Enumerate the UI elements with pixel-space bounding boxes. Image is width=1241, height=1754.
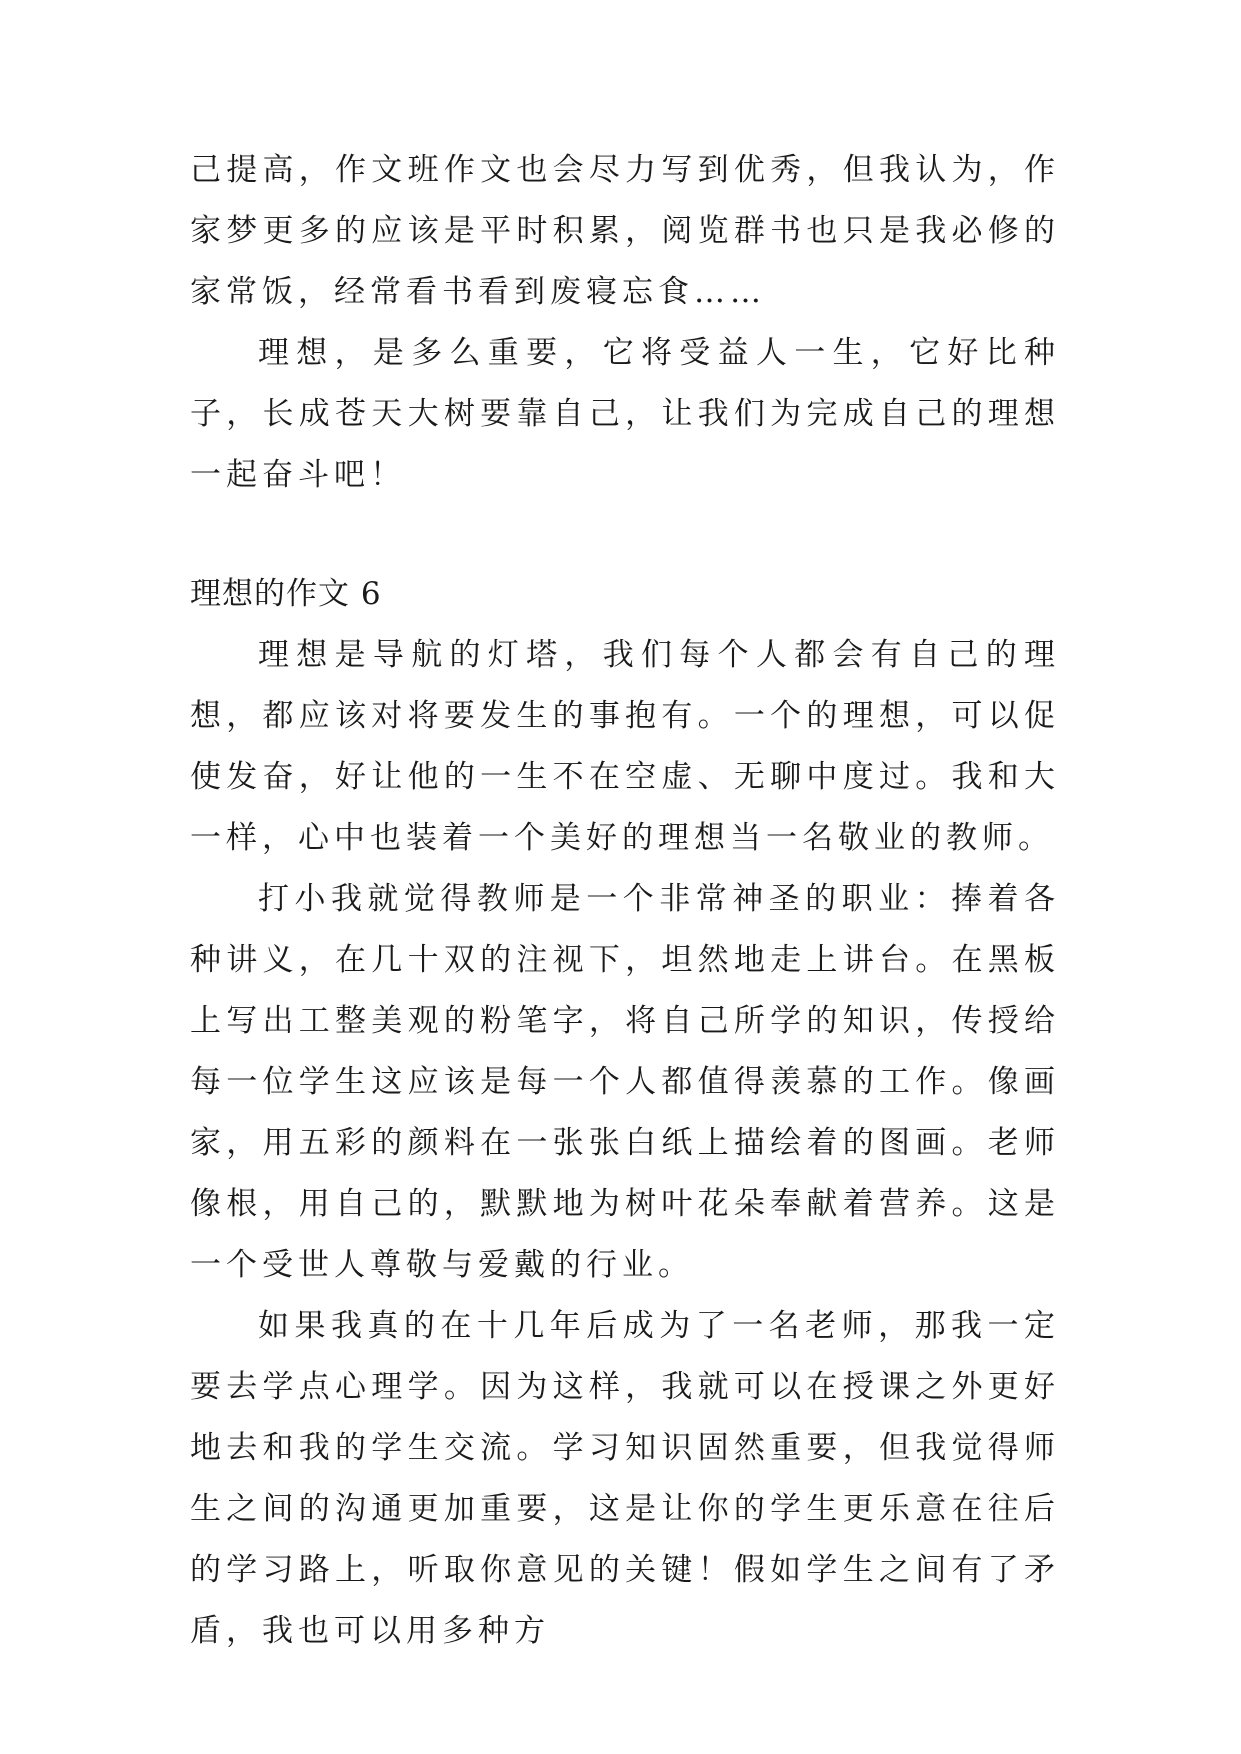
body-paragraph: 打小我就觉得教师是一个非常神圣的职业：捧着各种讲义，在几十双的注视下，坦然地走上讲台。在黑板上写出工整美观的粉笔字，将自己所学的知识，传授给每一位学生这应该是每一个人都值得羡慕的工作。像画家，用五彩的颜料在一张张白纸上描绘着的图画。老师像根，用自己的，默默地为树叶花朵奉献着营养。这是一个受世人尊敬与爱戴的行业。 <box>190 881 1060 1283</box>
body-paragraph: 理想是导航的灯塔，我们每个人都会有自己的理想，都应该对将要发生的事抱有。一个的理想，可以促使发奋，好让他的一生不在空虚、无聊中度过。我和大一样，心中也装着一个美好的理想当一名敬业的教师。 <box>190 637 1060 856</box>
closing-paragraph: 理想，是多么重要，它将受益人一生，它好比种子，长成苍天大树要靠自己，让我们为完成自己的理想一起奋斗吧！ <box>190 335 1060 493</box>
section-spacer <box>190 506 1060 564</box>
section-title: 理想的作文 6 <box>190 576 382 612</box>
document-body <box>190 140 1060 1662</box>
body-paragraph: 如果我真的在十几年后成为了一名老师，那我一定要去学点心理学。因为这样，我就可以在授课之外更好地去和我的学生交流。学习知识固然重要，但我觉得师生之间的沟通更加重要，这是让你的学生更乐意在往后的学习路上，听取你意见的关键！假如学生之间有了矛盾，我也可以用多种方 <box>190 1308 1060 1649</box>
continued-paragraph: 己提高，作文班作文也会尽力写到优秀，但我认为，作家梦更多的应该是平时积累，阅览群书也只是我必修的家常饭，经常看书看到废寝忘食…… <box>190 152 1060 310</box>
